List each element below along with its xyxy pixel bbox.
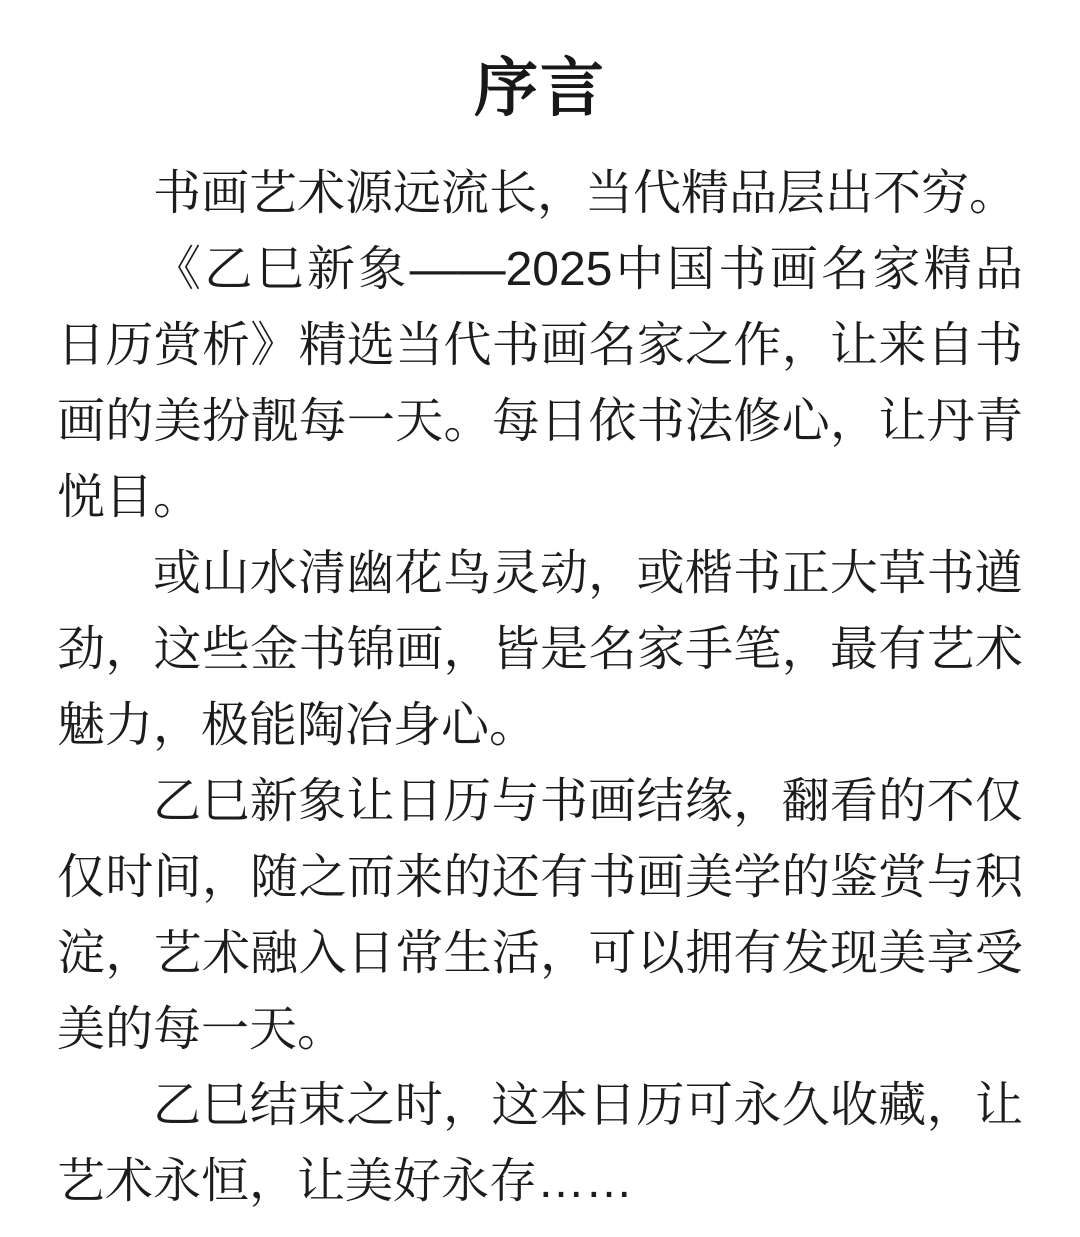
preface-paragraph-5: 乙巳结束之时，这本日历可永久收藏，让艺术永恒，让美好永存…… xyxy=(57,1079,1023,1208)
preface-body xyxy=(57,156,1023,1220)
preface-paragraph-2: 《乙巳新象——2025中国书画名家精品日历赏析》精选当代书画名家之作，让来自书画的美扮靓每一天。每日依书法修心，让丹青悦目。 xyxy=(57,243,1023,524)
preface-paragraph-4: 乙巳新象让日历与书画结缘，翻看的不仅仅时间，随之而来的还有书画美学的鉴赏与积淀，艺术融入日常生活，可以拥有发现美享受美的每一天。 xyxy=(57,775,1023,1056)
preface-paragraph-3: 或山水清幽花鸟灵动，或楷书正大草书遒劲，这些金书锦画，皆是名家手笔，最有艺术魅力，极能陶冶身心。 xyxy=(57,547,1023,752)
page-title: 序言 xyxy=(474,52,606,124)
preface-paragraph-1: 书画艺术源远流长，当代精品层出不穷。 xyxy=(153,167,1018,220)
